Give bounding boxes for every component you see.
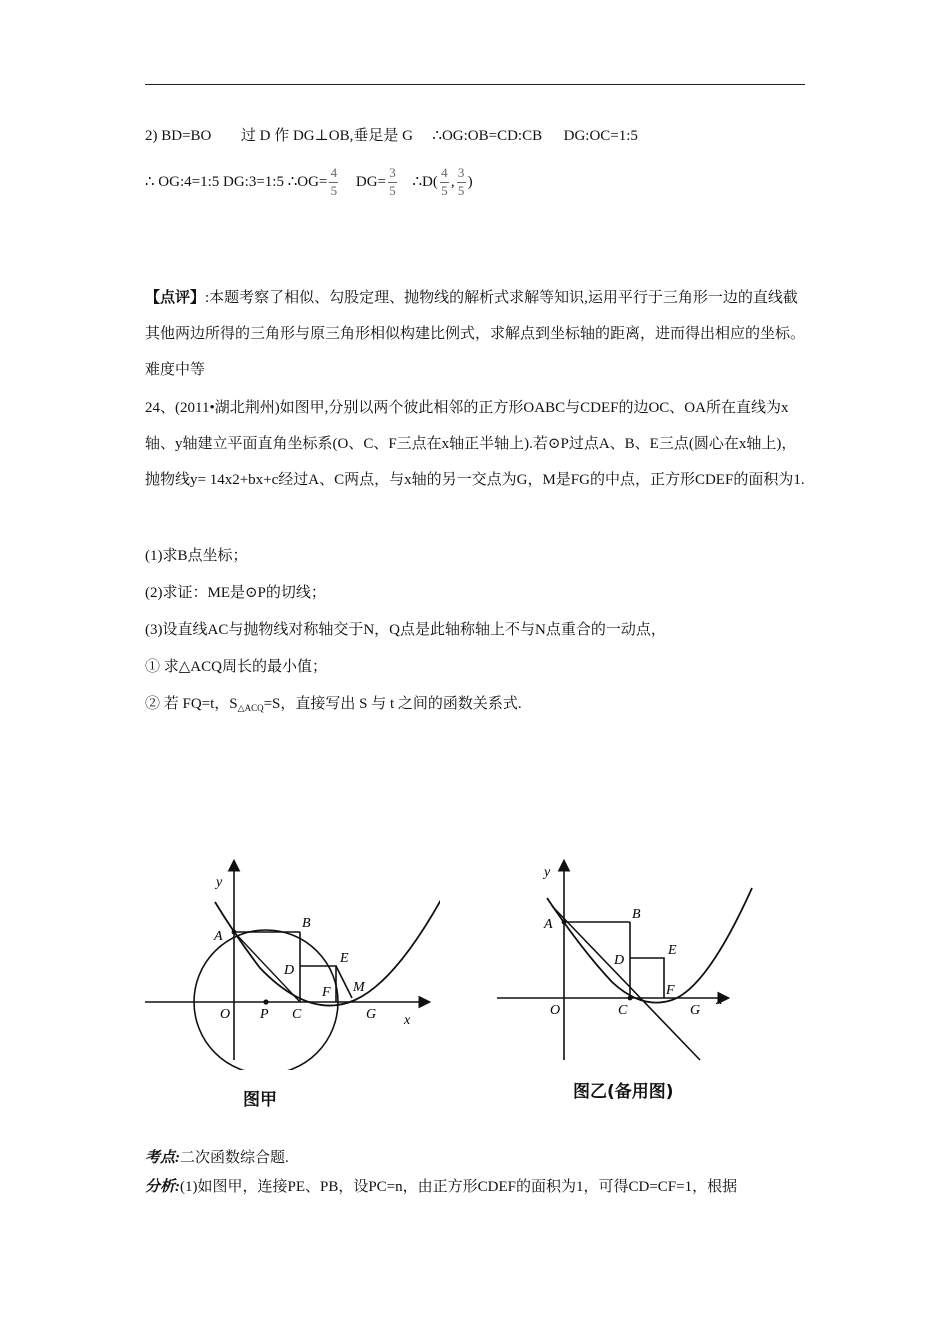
- svg-text:y: y: [544, 865, 551, 880]
- fenxi-line: [145, 1169, 807, 1205]
- fenxi-text: (1)如图甲，连接PE、PB，设PC=n，由正方形CDEF的面积为1，可得CD=CF=1，根据: [180, 1179, 738, 1195]
- fenxi-label: 分析:: [145, 1179, 180, 1195]
- comment-text: :本题考察了相似、勾股定理、抛物线的解析式求解等知识,运用平行于三角形一边的直线截其他两边所得的三角形与原三角形相似构建比例式，求解点到坐标轴的距离，进而得出相应的坐标。难度中等: [145, 290, 806, 378]
- solution-line-2: ∴ OG:4=1:5 DG:3=1:5 ∴OG= $\frac{4}{5}$ DG= $\frac{3}{5}$ ∴D( $\frac{4}{5}$ , $\frac{3}{5}$ ): [145, 165, 473, 199]
- kaodian-label: 考点:: [145, 1150, 180, 1166]
- figure-a-caption: 图甲: [243, 1090, 277, 1110]
- solution-line-1: [145, 129, 638, 144]
- question-3a: ① 求△ACQ周长的最小值；: [145, 659, 327, 675]
- fraction: $\frac{4}{5}$: [330, 165, 338, 199]
- svg-text:x: x: [716, 993, 723, 1008]
- question-2: (2)求证：ME是⊙P的切线；: [145, 585, 326, 601]
- svg-text:B: B: [632, 907, 641, 922]
- svg-text:y: y: [216, 875, 223, 890]
- svg-text:D: D: [614, 953, 625, 968]
- svg-text:B: B: [302, 916, 311, 931]
- svg-text:P: P: [260, 1007, 269, 1022]
- parabola: [547, 888, 752, 1003]
- svg-text:C: C: [292, 1007, 302, 1022]
- svg-text:M: M: [353, 980, 365, 995]
- solution-text: ∴D(: [412, 174, 438, 190]
- svg-text:O: O: [220, 1007, 231, 1022]
- svg-text:F: F: [666, 983, 675, 998]
- svg-text:O: O: [550, 1003, 561, 1018]
- comment-paragraph: [145, 280, 807, 388]
- point-p: [263, 999, 268, 1004]
- solution-text: 2) BD=BO: [145, 128, 212, 144]
- question-3b: ② 若 FQ=t，$S_{\triangle ACQ}=S$，直接写出 S 与 t 之间的函数关系式.: [145, 696, 522, 713]
- problem-intro: [145, 390, 807, 498]
- svg-text:x: x: [404, 1013, 411, 1028]
- svg-text:G: G: [690, 1003, 701, 1018]
- svg-text:G: G: [366, 1007, 377, 1022]
- solution-text: ∴OG:OB=CD:CB: [432, 128, 543, 144]
- svg-text:F: F: [322, 985, 331, 1000]
- kaodian-text: 二次函数综合题.: [180, 1150, 289, 1166]
- figure-b: [492, 850, 762, 1070]
- line-ac: [552, 906, 700, 1060]
- figure-a: [140, 850, 440, 1070]
- solution-text: ∴ OG:4=1:5 DG:3=1:5 ∴OG=: [145, 174, 328, 190]
- question-3: (3)设直线AC与抛物线对称轴交于N，Q点是此轴称轴上不与N点重合的一动点，: [145, 622, 666, 638]
- svg-text:A: A: [214, 929, 223, 944]
- problem-text: 24、(2011•湖北荆州)如图甲,分别以两个彼此相邻的正方形OABC与CDEF的边OC、OA所在直线为x轴、y轴建立平面直角坐标系(O、C、F三点在x轴正半轴上).若⊙P过点A、B、E三点(圆心在x轴上)，抛物线y= 14x2+bx+c经过A、C两点，与x轴的另一交点为G，M是FG的中点，正方形CDEF的面积为1.: [145, 400, 805, 488]
- fraction: $\frac{3}{5}$: [457, 165, 465, 199]
- subscript: △ACQ: [237, 703, 264, 713]
- fraction: $\frac{4}{5}$: [441, 165, 448, 199]
- solution-text: 过 D 作 DG⊥OB,垂足是 G: [240, 128, 413, 144]
- header-rule: [145, 84, 805, 85]
- svg-text:D: D: [284, 963, 295, 978]
- question-1: (1)求B点坐标；: [145, 548, 248, 564]
- svg-text:E: E: [340, 951, 349, 966]
- svg-text:C: C: [618, 1003, 628, 1018]
- comment-label: 【点评】: [145, 290, 206, 306]
- svg-text:E: E: [668, 943, 677, 958]
- svg-text:A: A: [544, 917, 553, 932]
- solution-text: DG=: [355, 174, 387, 190]
- fraction: $\frac{3}{5}$: [389, 165, 396, 199]
- solution-text: DG:OC=1:5: [563, 128, 638, 144]
- figure-b-caption: 图乙(备用图): [573, 1082, 674, 1102]
